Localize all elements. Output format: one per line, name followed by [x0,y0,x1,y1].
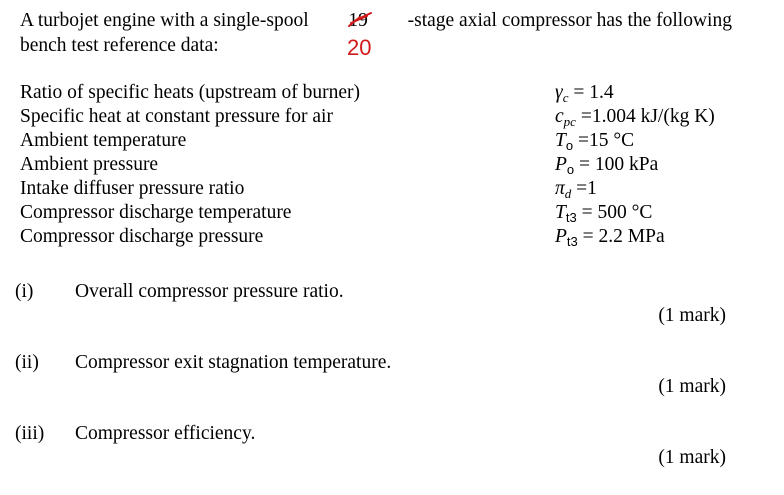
data-row [20,201,740,225]
data-row [20,105,740,129]
property-symbol: P [555,154,567,175]
property-subscript: o [565,138,574,153]
data-row [20,177,740,201]
property-number: 2.2 MPa [598,226,665,247]
property-subscript: t3 [565,210,577,225]
property-number: 1 [587,178,597,199]
property-symbol: π [555,178,565,199]
property-number: 1.004 kJ/(kg K) [591,106,715,127]
property-relation: = [571,178,588,199]
property-number: 100 kPa [594,154,659,175]
property-subscript: pc [563,114,576,129]
question-marks: (1 mark) [658,447,726,468]
struck-number: 19 [348,10,368,31]
intro-paragraph [20,8,732,58]
property-label: Intake diffuser pressure ratio [20,178,245,199]
data-row [20,81,740,105]
property-relation: = [568,82,590,103]
property-subscript: d [564,186,572,201]
property-value [555,225,665,254]
intro-text-before: A turbojet engine with a single-spool [20,10,309,31]
data-row [20,225,740,249]
property-label: Compressor discharge temperature [20,202,292,223]
property-symbol: c [555,106,564,127]
property-relation: = [573,130,589,151]
property-subscript: o [566,162,575,177]
question-number: (iii) [15,423,45,444]
property-label: Compressor discharge pressure [20,226,264,247]
property-subscript: c [562,90,569,105]
property-number: 15 °C [588,130,635,151]
intro-line-1 [20,8,732,33]
question-text: Compressor efficiency. [75,423,256,444]
question-number: (ii) [15,352,39,373]
question-number: (i) [15,281,34,302]
question-text: Compressor exit stagnation temperature. [75,352,392,373]
question-marks: (1 mark) [658,376,726,397]
property-label: Ambient pressure [20,154,159,175]
property-symbol: T [555,202,566,223]
property-symbol: γ [555,82,563,103]
property-symbol: P [555,226,567,247]
question-marks: (1 mark) [658,305,726,326]
question-text: Overall compressor pressure ratio. [75,281,344,302]
property-relation: = [576,202,598,223]
property-relation: = [575,106,592,127]
property-relation: = [574,154,595,175]
property-number: 1.4 [589,82,614,103]
property-number: 500 °C [597,202,653,223]
data-row [20,153,740,177]
property-label: Specific heat at constant pressure for air [20,106,333,127]
property-label: Ratio of specific heats (upstream of burner) [20,82,361,103]
intro-line-2: bench test reference data: [20,35,219,56]
property-symbol: T [555,130,566,151]
property-relation: = [577,226,599,247]
property-label: Ambient temperature [20,130,187,151]
handwritten-correction: 20 [347,35,372,60]
reference-data-table [20,81,740,249]
data-row [20,129,740,153]
struck-stage-count [348,8,368,33]
property-subscript: t3 [566,234,578,249]
intro-text-after: -stage axial compressor has the following [407,10,732,31]
